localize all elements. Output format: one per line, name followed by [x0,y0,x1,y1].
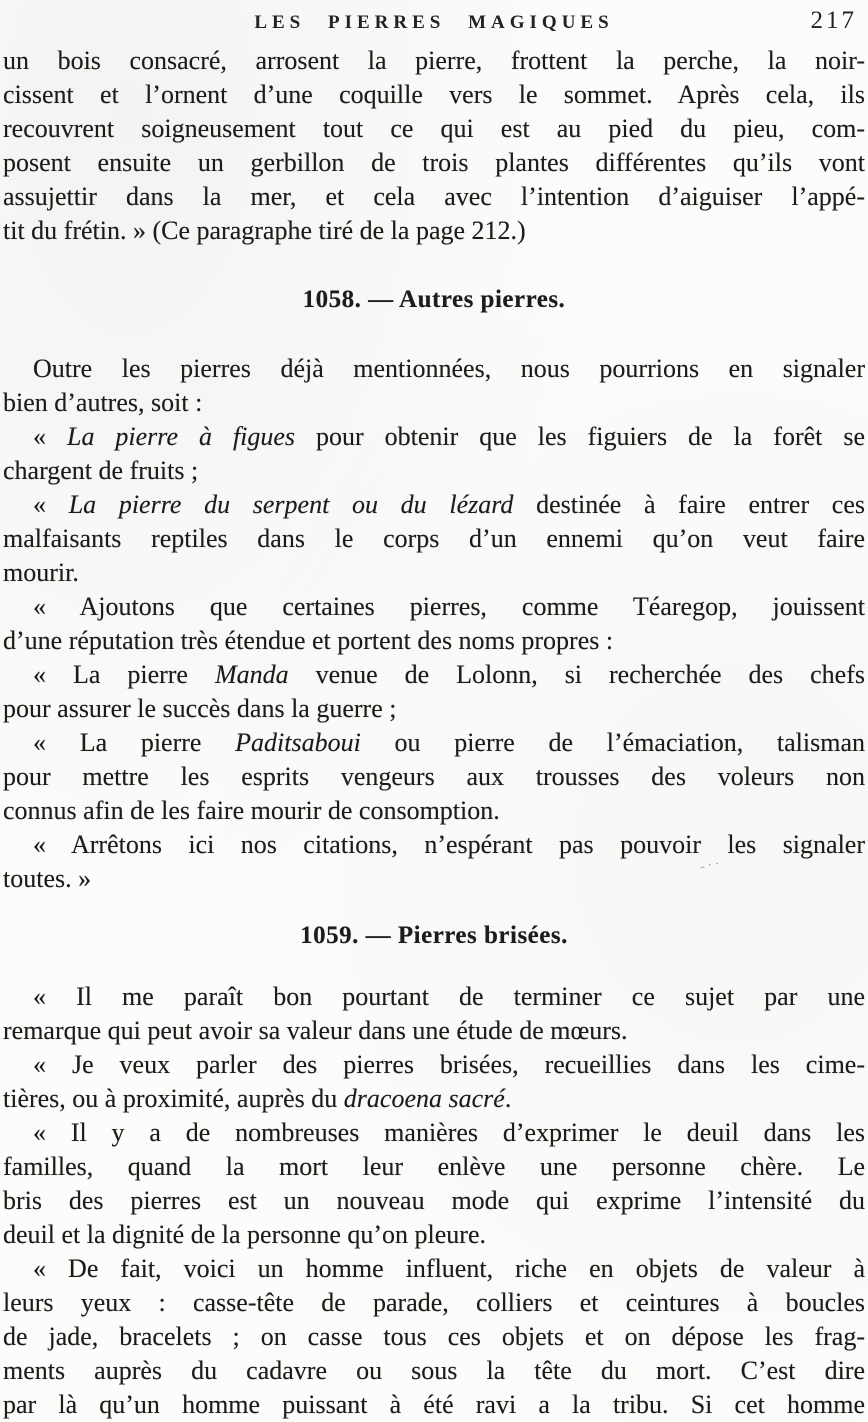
text-segment: « De fait, voici un homme influent, riche en objets de valeur à [33,1254,865,1283]
paragraph [3,980,865,1048]
text-segment: « [33,490,69,519]
text-segment: chargent de fruits ; [3,456,199,485]
text-line [3,1286,865,1320]
paragraph [3,1048,865,1116]
text-line [3,180,865,214]
text-segment: mourir. [3,558,79,587]
text-segment: « Il y a de nombreuses manières d’exprimer le deuil dans les [33,1118,865,1147]
text-segment: « Arrêtons ici nos citations, n’espérant pas pouvoir les signaler [33,830,865,859]
italic-phrase: Paditsaboui [235,728,361,757]
running-title: LES PIERRES MAGIQUES [254,12,614,33]
text-line [3,522,865,556]
text-line [3,980,865,1014]
paragraph [3,1252,865,1422]
text-segment: . [504,1084,512,1113]
text-line [3,828,865,862]
text-segment: malfaisants reptiles dans le corps d’un ennemi qu’on veut faire [3,524,865,553]
text-line [3,1354,865,1388]
text-line [3,1218,865,1252]
text-segment: venue de Lolonn, si recherchée des chefs [288,660,865,689]
text-segment: destinée à faire entrer ces [513,490,865,519]
text-segment: familles, quand la mort leur enlève une personne chère. Le [3,1152,865,1181]
text-segment: tières, ou à proximité, auprès du [3,1084,344,1113]
text-segment: « Je veux parler des pierres brisées, recueillies dans les cime- [33,1050,865,1079]
text-line [3,112,865,146]
text-segment: « [33,422,67,451]
text-segment: cissent et l’ornent d’une coquille vers le sommet. Après cela, ils [3,80,865,109]
text-segment: pour obtenir que les figuiers de la forêt se [295,422,865,451]
text-segment: par là qu’un homme puissant à été ravi a la tribu. Si cet homme [3,1390,865,1419]
paragraph [3,658,865,726]
text-segment: un bois consacré, arrosent la pierre, frottent la perche, la noir- [3,46,865,75]
italic-phrase: dracoena sacré [343,1084,505,1113]
text-line [3,44,865,78]
section-heading: 1058. — Autres pierres. [302,286,566,313]
text-segment: recouvrent soigneusement tout ce qui est au pied du pieu, com- [3,114,865,143]
paragraph [3,44,865,248]
text-line [3,214,865,248]
text-line [3,352,865,386]
text-segment: « Il me paraît bon pourtant de terminer ce sujet par une [33,982,865,1011]
text-line [3,386,865,420]
text-segment: pour mettre les esprits vengeurs aux trousses des voleurs non [3,762,865,791]
text-segment: remarque qui peut avoir sa valeur dans une étude de mœurs. [3,1016,628,1045]
text-line [3,1320,865,1354]
text-segment: ments auprès du cadavre ou sous la tête du mort. C’est dire [3,1356,865,1385]
text-segment: bien d’autres, soit : [3,388,203,417]
section-heading: 1059. — Pierres brisées. [300,922,568,949]
text-line [3,692,865,726]
text-line [3,760,865,794]
text-line [3,590,865,624]
text-segment: posent ensuite un gerbillon de trois plantes différentes qu’ils vont [3,148,865,177]
text-segment: Outre les pierres déjà mentionnées, nous pourrions en signaler [33,354,865,383]
text-segment: leurs yeux : casse-tête de parade, colliers et ceintures à boucles [3,1288,865,1317]
text-segment: assujettir dans la mer, et cela avec l’intention d’aiguiser l’appé- [3,182,865,211]
text-line [3,794,865,828]
text-segment: « Ajoutons que certaines pierres, comme Téaregop, jouissent [33,592,865,621]
text-segment: toutes. » [3,864,92,893]
italic-phrase: La pierre à figues [66,422,296,451]
page-body [3,44,865,1422]
text-line [3,1048,865,1082]
text-line [3,862,865,896]
paragraph [3,828,865,896]
text-segment: « La pierre [33,728,236,757]
text-segment: tit du frétin. » (Ce paragraphe tiré de la page 212.) [3,216,526,245]
text-line [3,488,865,522]
text-line [3,658,865,692]
italic-phrase: La pierre du serpent ou du lézard [68,490,514,519]
text-line [3,556,865,590]
italic-phrase: Manda [214,660,289,689]
ink-smudge-artifact: -·· [698,856,725,875]
text-line [3,1150,865,1184]
text-segment: de jade, bracelets ; on casse tous ces objets et on dépose les frag- [3,1322,865,1351]
text-line [3,1388,865,1422]
paragraph [3,590,865,658]
text-line [3,420,865,454]
text-line [3,146,865,180]
page-number: 217 [810,7,857,34]
paragraph [3,352,865,420]
text-line [3,726,865,760]
text-line [3,1184,865,1218]
text-line [3,1252,865,1286]
text-segment: ou pierre de l’émaciation, talisman [360,728,865,757]
paragraph [3,1116,865,1252]
text-segment: bris des pierres est un nouveau mode qui exprime l’intensité du [3,1186,865,1215]
text-segment: deuil et la dignité de la personne qu’on pleure. [3,1220,487,1249]
text-line [3,1014,865,1048]
text-line [3,78,865,112]
text-segment: d’une réputation très étendue et portent des noms propres : [3,626,614,655]
text-segment: « La pierre [33,660,215,689]
paragraph [3,726,865,828]
paragraph [3,488,865,590]
text-segment: pour assurer le succès dans la guerre ; [3,694,397,723]
paragraph [3,420,865,488]
text-line [3,624,865,658]
text-line [3,454,865,488]
page-header [3,8,865,38]
text-line [3,1116,865,1150]
text-segment: connus afin de les faire mourir de consomption. [3,796,500,825]
text-line [3,1082,865,1116]
